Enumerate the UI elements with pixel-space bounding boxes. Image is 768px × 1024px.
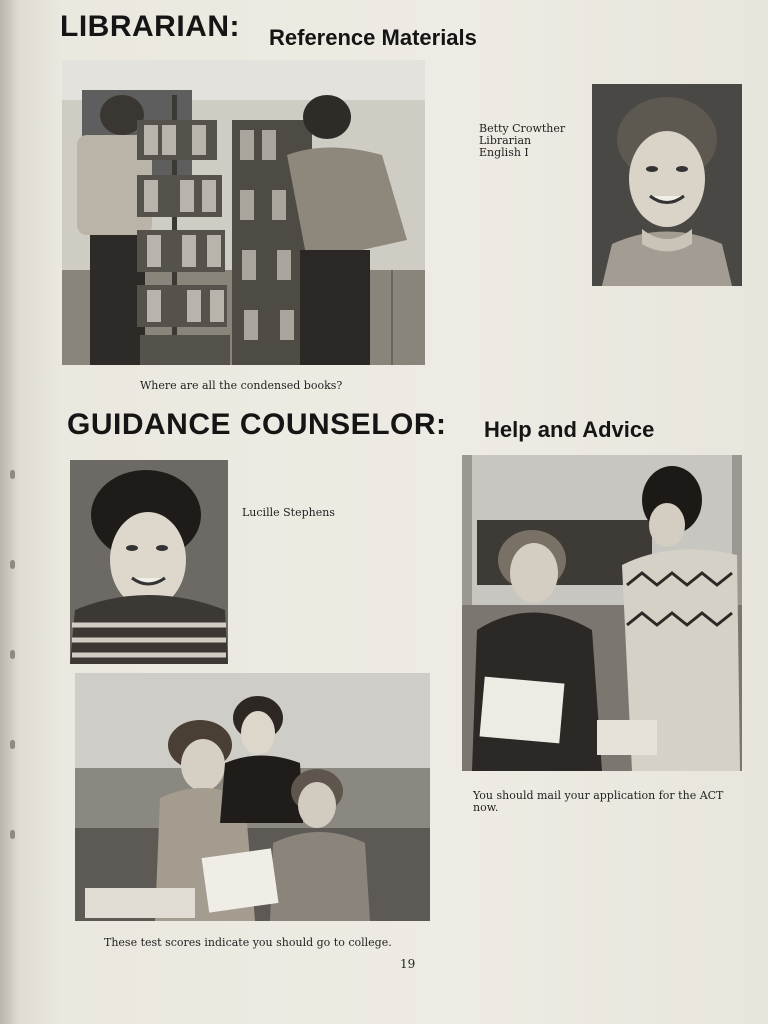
counselor-name: Lucille Stephens	[242, 506, 335, 519]
binding-stitch	[10, 470, 15, 479]
test-scores-photo	[75, 673, 430, 921]
binding-shadow	[0, 0, 18, 1024]
librarian-heading: LIBRARIAN:	[60, 10, 240, 43]
application-caption	[473, 790, 723, 814]
page-number: 19	[400, 957, 416, 971]
librarian-subject: English I	[479, 146, 529, 159]
librarian-role: Librarian	[479, 134, 532, 147]
book-rack-caption: Where are all the condensed books?	[140, 379, 343, 392]
binding-stitch	[10, 560, 15, 569]
guidance-subheading: Help and Advice	[484, 417, 655, 442]
guidance-heading: GUIDANCE COUNSELOR:	[67, 408, 447, 441]
binding-stitch	[10, 650, 15, 659]
application-photo	[462, 455, 742, 771]
test-scores-caption: These test scores indicate you should go to college.	[104, 936, 392, 949]
librarian-portrait	[592, 84, 742, 286]
librarian-portrait-caption	[479, 123, 565, 159]
application-caption-line1: You should mail your application for the ACT	[473, 789, 724, 802]
binding-stitch	[10, 830, 15, 839]
application-caption-line2: now.	[473, 801, 499, 814]
book-rack-photo	[62, 60, 425, 365]
binding-stitch	[10, 740, 15, 749]
librarian-name: Betty Crowther	[479, 122, 566, 135]
librarian-subheading: Reference Materials	[269, 25, 477, 50]
counselor-portrait	[70, 460, 228, 664]
